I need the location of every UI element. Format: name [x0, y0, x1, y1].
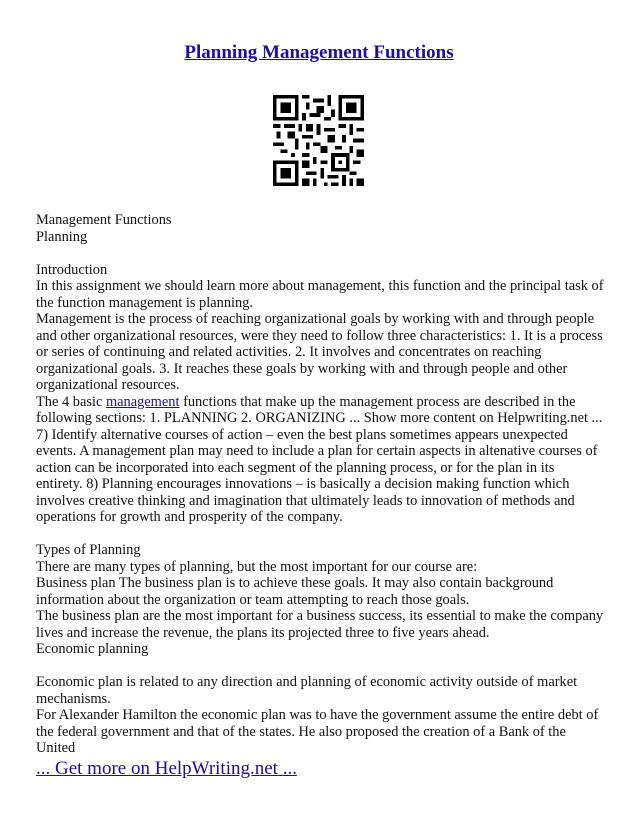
paragraph: Economic planning	[36, 641, 149, 657]
paragraph: Economic plan is related to any direction and planning of economic activity outside of market mechanisms.	[36, 674, 578, 707]
section-heading: Types of Planning	[36, 542, 141, 558]
paragraph-text: The 4 basic	[36, 393, 106, 410]
heading-line: Planning	[36, 228, 88, 245]
page-title[interactable]: Planning Management Functions	[184, 42, 454, 63]
section-heading: Introduction	[36, 261, 108, 278]
paragraph: The business plan are the most important for a business success, its essential to make the company lives and increase the revenue, the plans its projected three to five years ahead.	[36, 608, 604, 641]
get-more-link[interactable]: ... Get more on HelpWriting.net ...	[36, 758, 297, 779]
management-link[interactable]: management	[105, 393, 180, 410]
paragraph-text: functions that make up the management process are described in the following sections: 1. PLANNING 2. ORGANIZING ... Show more content on Helpwriting.net ... 7) Identify alternative courses of action – even the best plans sometimes appears unexpected events. A management plan may need to include a plan for certain aspects in altenative courses of action can be incorporated into each segment of the planning process, or for the plan in its entirety. 8) Planning encourages innovations – is basically a decision making function which involves creative thinking and imagination that ultimately leads to innovation of methods and operations for growth and prosperity of the company.	[36, 393, 603, 525]
paragraph: Management is the process of reaching organizational goals by working with and through people and other organizational resources, were they need to follow three characteristics: 1. It is a process or series of continuing and related activities. 2. It involves and concentrates on reaching organizational goals. 3. It reaches these goals by working with and through people and other organizational resources.	[36, 311, 603, 393]
paragraph: There are many types of planning, but the most important for our course are:	[36, 558, 478, 575]
paragraph: Business plan The business plan is to achieve these goals. It may also contain background information about the organization or team attempting to reach those goals.	[36, 575, 554, 608]
qr-code-icon	[273, 95, 364, 186]
document-body	[36, 212, 604, 757]
paragraph: For Alexander Hamilton the economic plan was to have the government assume the entire debt of the federal government and that of the states. He also proposed the creation of a Bank of the United	[36, 707, 599, 756]
paragraph: In this assignment we should learn more about management, this function and the principal task of the function management is planning.	[36, 278, 604, 311]
heading-line: Management Functions	[36, 212, 172, 228]
paragraph	[36, 394, 604, 526]
